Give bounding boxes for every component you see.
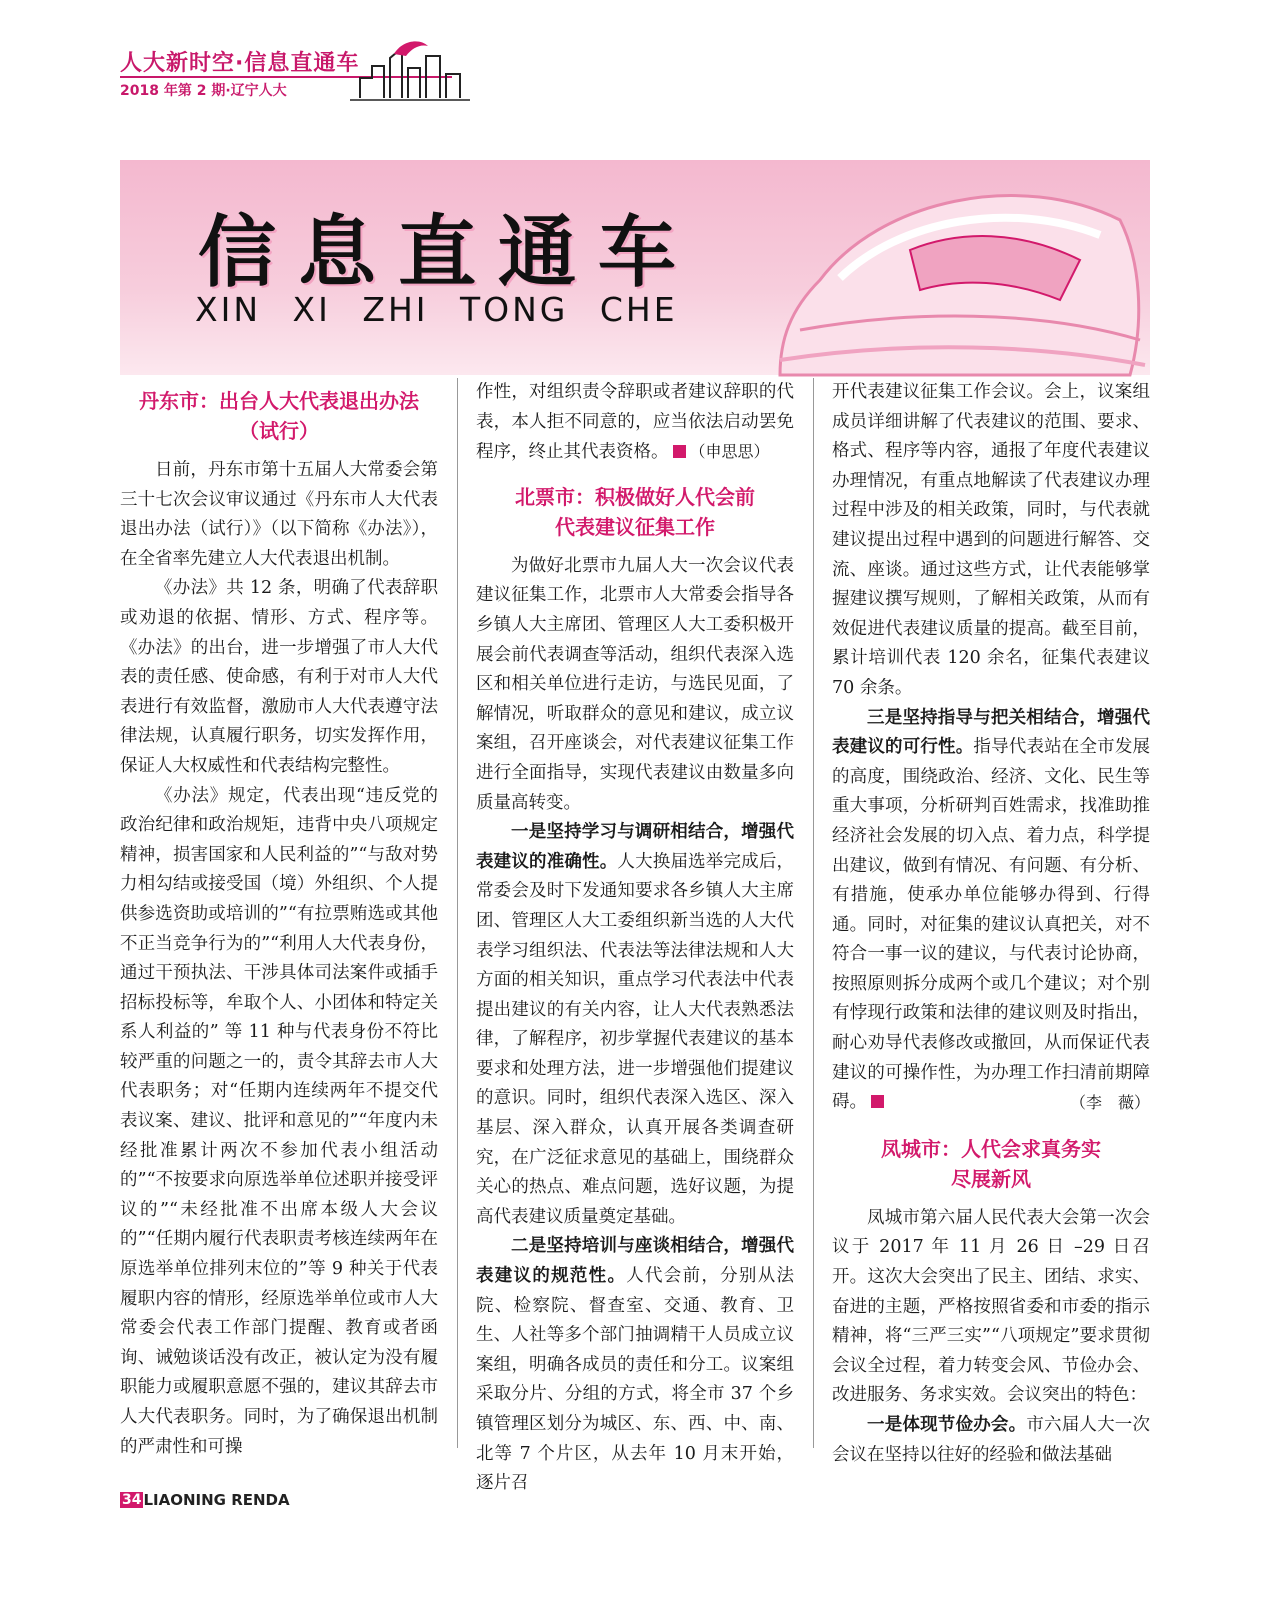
lead-sentence: 二是坚持培训与座谈相结合，增强代表建议的规范性。 bbox=[476, 1236, 794, 1287]
header-section-label: 人大新时空 bbox=[120, 51, 236, 76]
article-title-line: （试行） bbox=[239, 419, 319, 443]
lead-sentence: 一是坚持学习与调研相结合，增强代表建议的准确性。 bbox=[476, 822, 794, 872]
paragraph: 凤城市第六届人民代表大会第一次会议于 2017 年 11 月 26 日 –29 日召开。这次大会突出了民主、团结、求实、奋进的主题，严格按照省委和市委的指示精神，将“三严三实”“八项规定”要求贯彻会议全过程，着力转变会风、节俭办会、改进服务、务求实效。会议突出的特色： bbox=[832, 1207, 1150, 1406]
paragraph: 为做好北票市九届人大一次会议代表建议征集工作，北票市人大常委会指导各乡镇人大主席团、管理区人大工委积极开展会前代表调查等活动，组织代表深入选区和相关单位进行走访，与选民见面，了解情况，听取群众的意见和建议，成立议案组，召开座谈会，对代表建议征集工作进行全面指导，实现代表建议由数量多向质量高转变。 bbox=[476, 555, 794, 813]
city-skyline-icon bbox=[350, 38, 470, 108]
paragraph: 《办法》规定，代表出现“违反党的政治纪律和政治规矩，违背中央八项规定精神，损害国家和人民利益的”“与敌对势力相勾结或接受国（境）外组织、个人提供参选资助或培训的”“有拉票贿选或其他不正当竞争行为的”“利用人大代表身份，通过干预执法、干涉具体司法案件或插手招标投标等，牟取个人、小团体和特定关系人利益的” 等 11 种与代表身份不符比较严重的问题之一的，责令其辞去市人大代表职务；对“任期内连续两年不提交代表议案、建议、批评和意见的”“年度内未经批准累计两次不参加代表小组活动的”“不按要求向原选举单位述职并接受评议的”“未经批准不出席本级人大会议的”“任期内履行代表职责考核连续两年在原选举单位排列末位的”等 9 种关于代表履职内容的情形，经原选举单位或市人大常委会代表工作部门提醒、教育或者函询、诫勉谈话没有改正，被认定为没有履职能力或履职意愿不强的，建议其辞去市人大代表职务。同时，为了确保退出机制的严肃性和可操 bbox=[120, 785, 438, 1457]
column-1 bbox=[120, 378, 438, 1468]
high-speed-train-icon bbox=[760, 160, 1150, 375]
header-section: 人大新时空·信息直通车 bbox=[120, 51, 360, 76]
article-title-line: 北票市：积极做好人代会前 bbox=[515, 484, 755, 509]
paragraph-text: 市六届人大一次会议在坚持以往好的经验和做法基础 bbox=[832, 1415, 1151, 1465]
paragraph-text: 人大换届选举完成后，常委会及时下发通知要求各乡镇人大主席团、管理区人大工委组织新当选的人大代表学习组织法、代表法等法律法规和人大方面的相关知识，重点学习代表法中代表提出建议的有关内容，让人大代表熟悉法律，了解程序，初步掌握代表建议的基本要求和处理方法，进一步增强他们提建议的意识。同时，组织代表深入选区、深入基层、深入群众，认真开展各类调查研究，在广泛征求意见的基础上，围绕群众关心的热点、难点问题，选好议题，为提高代表建议质量奠定基础。 bbox=[476, 851, 795, 1227]
article-title-line: 代表建议征集工作 bbox=[555, 514, 715, 539]
article-title-line: 丹东市：出台人大代表退出办法 bbox=[139, 389, 419, 413]
end-mark-icon bbox=[673, 445, 686, 458]
article-title-fengcheng bbox=[832, 1134, 1150, 1194]
header-issue: 2018 年第 2 期·辽宁人大 bbox=[120, 83, 287, 99]
paragraph-continued bbox=[476, 378, 794, 468]
column-divider bbox=[457, 378, 458, 1448]
article-title-dandong bbox=[120, 386, 438, 446]
paragraph bbox=[476, 1232, 794, 1498]
article-title-line: 凤城市：人代会求真务实 bbox=[881, 1136, 1101, 1161]
paragraph bbox=[832, 1411, 1150, 1470]
paragraph-text: 人代会前，分别从法院、检察院、督查室、交通、教育、卫生、人社等多个部门抽调精干人员成立议案组，明确各成员的责任和分工。议案组采取分片、分组的方式，将全市 37 个乡镇管理区划分为城区、东、西、中、南、北等 7 个片区，从去年 10 月末开始，逐片召 bbox=[476, 1266, 794, 1494]
paragraph-continued: 开代表建议征集工作会议。会上，议案组成员详细讲解了代表建议的范围、要求、格式、程序等内容，通报了年度代表建议办理情况，有重点地解读了代表建议办理过程中涉及的相关政策，同时，与代表就建议提出过程中遇到的问题进行解答、交流、座谈。通过这些方式，让代表能够掌握建议撰写规则，了解相关政策，从而有效促进代表建议质量的提高。截至目前，累计培训代表 120 余名，征集代表建议 70 余条。 bbox=[832, 382, 1150, 698]
paragraph-text: 作性，对组织责令辞职或者建议辞职的代表，本人拒不同意的，应当依法启动罢免程序，终止其代表资格。 bbox=[476, 382, 794, 463]
end-mark-icon bbox=[871, 1095, 884, 1108]
header-column-label: 信息直通车 bbox=[244, 51, 360, 76]
lead-sentence: 一是体现节俭办会。 bbox=[867, 1415, 1027, 1435]
article-title-line: 尽展新风 bbox=[951, 1166, 1031, 1191]
banner-title: 信息直通车 bbox=[198, 207, 699, 298]
page-header bbox=[120, 46, 460, 126]
paragraph bbox=[832, 704, 1150, 1118]
column-2 bbox=[476, 378, 795, 1494]
page-footer bbox=[120, 1490, 290, 1509]
paragraph: 日前，丹东市第十五届人大常委会第三十七次会议审议通过《丹东市人大代表退出办法（试行）》（以下简称《办法》），在全省率先建立人大代表退出机制。 bbox=[120, 460, 438, 569]
magazine-name: LIAONING RENDA bbox=[143, 1491, 290, 1509]
banner-pinyin: XIN XI ZHI TONG CHE bbox=[195, 290, 678, 329]
author-byline: （申思思） bbox=[689, 442, 770, 462]
paragraph bbox=[476, 818, 794, 1232]
column-divider bbox=[813, 378, 814, 1448]
paragraph: 《办法》共 12 条，明确了代表辞职或劝退的依据、情形、方式、程序等。《办法》的出台，进一步增强了市人大代表的责任感、使命感，有利于对市人大代表进行有效监督，激励市人大代表遵守法律法规，认真履行职务，切实发挥作用，保证人大权威性和代表结构完整性。 bbox=[120, 578, 438, 776]
article-title-beipiao bbox=[476, 482, 794, 542]
column-3 bbox=[832, 378, 1150, 1468]
author-byline: （李 薇） bbox=[1069, 1093, 1150, 1113]
column-banner bbox=[120, 160, 1150, 375]
paragraph-text: 指导代表站在全市发展的高度，围绕政治、经济、文化、民生等重大事项，分析研判百姓需求，找准助推经济社会发展的切入点、着力点，科学提出建议，做到有情况、有问题、有分析、有措施，使承办单位能够办得到、行得通。同时，对征集的建议认真把关，对不符合一事一议的建议，与代表讨论协商，按照原则拆分成两个或几个建议；对个别有悖现行政策和法律的建议则及时指出，耐心劝导代表修改或撤回，从而保证代表建议的可操作性，为办理工作扫清前期障碍。 bbox=[832, 737, 1151, 1113]
page-number: 34 bbox=[122, 1492, 142, 1508]
lead-sentence: 三是坚持指导与把关相结合，增强代表建议的可行性。 bbox=[832, 707, 1150, 758]
